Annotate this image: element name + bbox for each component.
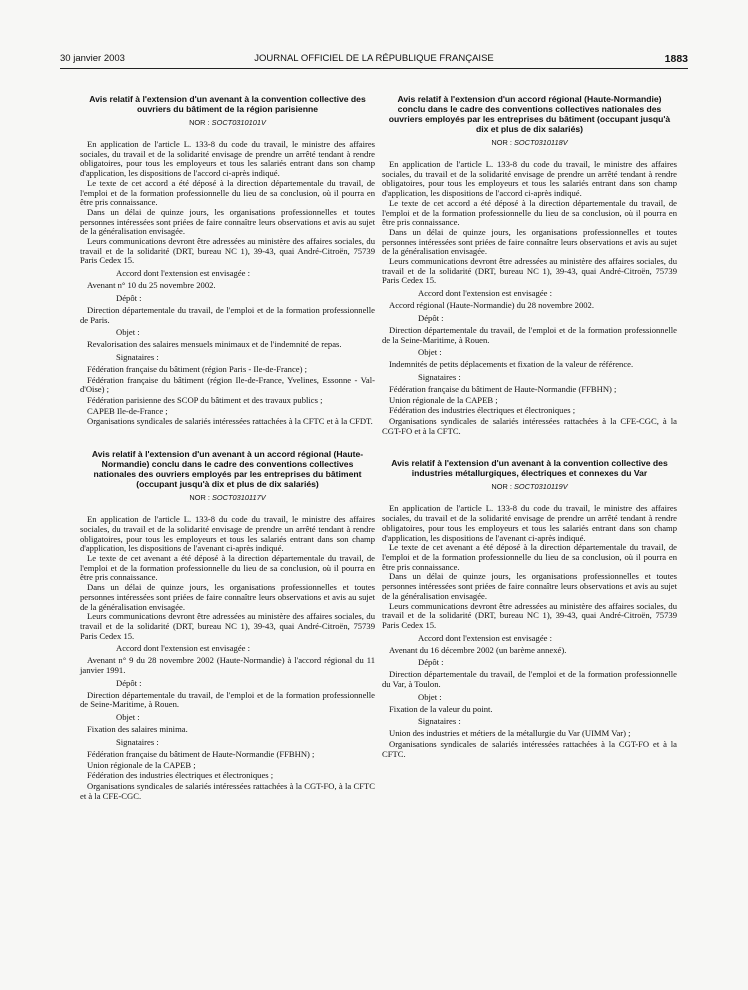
depot-text: Direction départementale du travail, de l'emploi et de la formation professionnelle de la Seine-Maritime, à Rouen. <box>382 324 677 345</box>
intro-paragraph: Dans un délai de quinze jours, les organisations professionnelles et toutes personnes intéressées sont priées de faire connaître leurs observations et avis au sujet de la généralisation envisagée. <box>382 571 677 601</box>
signatory-item: CAPEB Ile-de-France ; <box>87 405 168 416</box>
notice <box>382 94 677 436</box>
depot-text: Direction départementale du travail, de l'emploi et de la formation professionnelle de Seine-Maritime, à Rouen. <box>80 689 375 710</box>
signatory-item: Union régionale de la CAPEB ; <box>389 394 498 405</box>
objet-text: Indemnités de petits déplacements et fixation de la valeur de référence. <box>389 359 634 370</box>
left-column <box>80 94 375 823</box>
accord-text: Avenant n° 9 du 28 novembre 2002 (Haute-Normandie) à l'accord régional du 11 janvier 1991. <box>80 655 375 676</box>
header-rule <box>60 68 688 69</box>
signatory-item: Fédération française du bâtiment (région Ile-de-France, Yvelines, Essonne - Val-d'Oise) ; <box>80 374 375 395</box>
accord-label: Accord dont l'extension est envisagée : <box>116 643 250 654</box>
signatory-item: Fédération française du bâtiment de Haute-Normandie (FFBHN) ; <box>87 748 315 759</box>
signatory-item: Fédération des industries électriques et électroniques ; <box>87 770 274 781</box>
nor-label: NOR : <box>189 493 212 503</box>
notice <box>80 94 375 427</box>
depot-label: Dépôt : <box>116 292 142 303</box>
objet-text: Fixation de la valeur du point. <box>389 703 493 714</box>
page-number: 1883 <box>664 53 688 65</box>
nor-code: SOCT0310101V <box>211 118 266 127</box>
signatory-item: Organisations syndicales de salariés intéressées rattachées à la CFE-CGC, à la CGT-FO et à la CFTC. <box>382 416 677 436</box>
nor-code: SOCT0310117V <box>211 493 266 503</box>
signatory-item: Fédération française du bâtiment (région Paris - Ile-de-France) ; <box>87 363 308 374</box>
notice <box>80 449 375 801</box>
intro-paragraph: En application de l'article L. 133-8 du code du travail, le ministre des affaires sociales, du travail et de la solidarité envisage de prendre un arrêté tendant à rendre obligatoires, pour tous les employeurs et tous les salariés entrant dans son champ d'application, les dispositions de l'accord ci-après indiqué. <box>382 159 677 199</box>
issue-date: 30 janvier 2003 <box>60 53 125 64</box>
objet-label: Objet : <box>116 327 140 338</box>
intro-paragraph: En application de l'article L. 133-8 du code du travail, le ministre des affaires sociales, du travail et de la solidarité envisage de prendre un arrêté tendant à rendre obligatoires, pour tous les employeurs et tous les salariés entrant dans son champ d'application, les dispositions de l'avenant ci-après indiqué. <box>80 514 375 554</box>
signatory-item: Fédération parisienne des SCOP du bâtiment et des travaux publics ; <box>87 395 323 406</box>
nor-label: NOR : <box>491 482 514 492</box>
signatory-item: Union régionale de la CAPEB ; <box>87 759 196 770</box>
objet-label: Objet : <box>418 691 442 702</box>
signatory-item: Organisations syndicales de salariés intéressées rattachées à la CFTC et à la CFDT. <box>87 416 373 427</box>
accord-text: Avenant n° 10 du 25 novembre 2002. <box>87 280 216 291</box>
objet-text: Revalorisation des salaires mensuels minimaux et de l'indemnité de repas. <box>87 339 342 350</box>
notice-title: Avis relatif à l'extension d'un accord régional (Haute-Normandie) conclu dans le cadre des conventions collectives nationales des ouvriers employés par les entreprises du bâtiment (occupant jusqu'à dix et plus de dix salariés) <box>388 94 671 134</box>
intro-paragraph: Le texte de cet accord a été déposé à la direction départementale du travail, de l'emploi et de la formation professionnelle du lieu de sa conclusion, où il pourra en être pris connaissance. <box>382 197 677 228</box>
nor-label: NOR : <box>491 138 514 147</box>
running-header <box>60 52 688 66</box>
signatory-item: Organisations syndicales de salariés intéressées rattachées à la CGT-FO et à la CFTC. <box>382 739 677 759</box>
accord-text: Avenant du 16 décembre 2002 (un barème annexé). <box>389 644 567 655</box>
accord-label: Accord dont l'extension est envisagée : <box>418 632 552 643</box>
depot-text: Direction départementale du travail, de l'emploi et de la formation professionnelle du Var, à Toulon. <box>382 669 677 690</box>
intro-paragraph: Le texte de cet avenant a été déposé à la direction départementale du travail, de l'emploi et de la formation professionnelle du lieu de sa conclusion, où il pourra en être pris connaissance. <box>382 542 677 572</box>
intro-paragraph: En application de l'article L. 133-8 du code du travail, le ministre des affaires sociales, du travail et de la solidarité envisage de prendre un arrêté tendant à rendre obligatoires, pour tous les employeurs et tous les salariés entrant dans son champ d'application, les dispositions de l'accord ci-après indiqué. <box>80 139 375 179</box>
notice-title: Avis relatif à l'extension d'un avenant à la convention collective des ouvriers du bâtiment de la région parisienne <box>89 94 366 114</box>
signataires-label: Signataires : <box>418 716 461 727</box>
depot-label: Dépôt : <box>116 677 142 688</box>
intro-paragraph: En application de l'article L. 133-8 du code du travail, le ministre des affaires sociales, du travail et de la solidarité envisage de prendre un arrêté tendant à rendre obligatoires, pour tous les employeurs et tous les salariés entrant dans son champ d'application, les dispositions de l'avenant ci-après indiqué. <box>382 503 677 543</box>
intro-paragraph: Le texte de cet accord a été déposé à la direction départementale du travail, de l'emploi et de la formation professionnelle du lieu de sa conclusion, où il pourra en être pris connaissance. <box>80 177 375 208</box>
notice <box>382 458 677 759</box>
nor-code: SOCT0310118V <box>513 138 568 147</box>
intro-paragraph: Dans un délai de quinze jours, les organisations professionnelles et toutes personnes intéressées sont priées de faire connaître leurs observations et avis au sujet de la généralisation envisagée. <box>382 226 677 257</box>
nor-reference <box>80 118 375 128</box>
objet-text: Fixation des salaires minima. <box>87 724 188 735</box>
nor-reference <box>382 138 677 148</box>
right-column <box>382 94 677 782</box>
nor-reference <box>80 493 375 503</box>
nor-label: NOR : <box>189 118 212 127</box>
notice-title: Avis relatif à l'extension d'un avenant à la convention collective des industries métallurgiques, électriques et connexes du Var <box>391 458 668 479</box>
signatory-item: Organisations syndicales de salariés intéressées rattachées à la CGT-FO, à la CFTC et à la CFE-CGC. <box>80 780 375 801</box>
objet-label: Objet : <box>116 712 140 723</box>
intro-paragraph: Leurs communications devront être adressées au ministère des affaires sociales, du travail et de la solidarité (DRT, bureau NC 1), 39-43, quai André-Citroën, 75739 Paris Cedex 15. <box>382 256 677 286</box>
signatory-item: Fédération française du bâtiment de Haute-Normandie (FFBHN) ; <box>389 383 617 394</box>
signatory-item: Fédération des industries électriques et électroniques ; <box>389 405 576 416</box>
nor-reference <box>382 482 677 492</box>
signatory-item: Union des industries et métiers de la métallurgie du Var (UIMM Var) ; <box>389 728 631 739</box>
intro-paragraph: Le texte de cet avenant a été déposé à la direction départementale du travail, de l'emploi et de la formation professionnelle du lieu de sa conclusion, où il pourra en être pris connaissance. <box>80 552 375 583</box>
accord-text: Accord régional (Haute-Normandie) du 28 novembre 2002. <box>389 300 594 311</box>
accord-label: Accord dont l'extension est envisagée : <box>418 288 552 299</box>
objet-label: Objet : <box>418 347 442 358</box>
notice-title: Avis relatif à l'extension d'un avenant à un accord régional (Haute-Normandie) conclu dans le cadre des conventions collectives nationales des ouvriers employés par les entreprises du bâtiment (occupant jusqu'à dix et plus de dix salariés) <box>91 449 364 490</box>
depot-text: Direction départementale du travail, de l'emploi et de la formation professionnelle de Paris. <box>80 304 375 325</box>
signataires-label: Signataires : <box>116 736 159 747</box>
journal-title: JOURNAL OFFICIEL DE LA RÉPUBLIQUE FRANÇAISE <box>254 53 494 64</box>
accord-label: Accord dont l'extension est envisagée : <box>116 268 250 279</box>
signataires-label: Signataires : <box>116 351 159 362</box>
nor-code: SOCT0310119V <box>513 482 568 492</box>
intro-paragraph: Leurs communications devront être adressées au ministère des affaires sociales, du travail et de la solidarité (DRT, bureau NC 1), 39-43, quai André-Citroën, 75739 Paris Cedex 15. <box>80 236 375 266</box>
intro-paragraph: Leurs communications devront être adressées au ministère des affaires sociales, du travail et de la solidarité (DRT, bureau NC 1), 39-43, quai André-Citroën, 75739 Paris Cedex 15. <box>382 600 677 630</box>
depot-label: Dépôt : <box>418 657 444 668</box>
intro-paragraph: Dans un délai de quinze jours, les organisations professionnelles et toutes personnes intéressées sont priées de faire connaître leurs observations et avis au sujet de la généralisation envisagée. <box>80 206 375 237</box>
intro-paragraph: Leurs communications devront être adressées au ministère des affaires sociales, du travail et de la solidarité (DRT, bureau NC 1), 39-43, quai André-Citroën, 75739 Paris Cedex 15. <box>80 611 375 641</box>
intro-paragraph: Dans un délai de quinze jours, les organisations professionnelles et toutes personnes intéressées sont priées de faire connaître leurs observations et avis au sujet de la généralisation envisagée. <box>80 582 375 612</box>
signataires-label: Signataires : <box>418 371 461 382</box>
depot-label: Dépôt : <box>418 312 444 323</box>
